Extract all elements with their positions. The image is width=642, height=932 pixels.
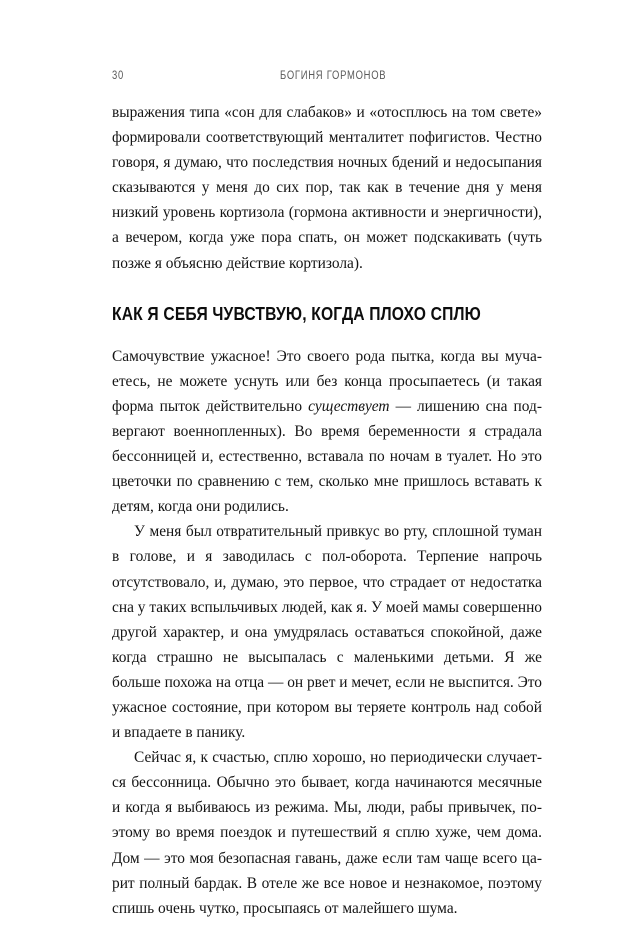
section-heading: КАК Я СЕБЯ ЧУВСТВУЮ, КОГДА ПЛОХО СПЛЮ <box>112 303 481 324</box>
book-title: БОГИНЯ ГОРМОНОВ <box>280 70 387 82</box>
running-head <box>112 68 542 84</box>
paragraph-feelings-text-1: Самочувствие ужасное! Это своего рода пытка, когда вы мучаетесь, не можете уснуть или без конца просыпаетесь (и такая форма пыток действительно <box>112 347 542 415</box>
heading-spacer-above <box>112 276 542 303</box>
emphasis-exists: существует <box>308 397 390 415</box>
paragraph-feelings-text-2: — лишению сна подвергают военнопленных). Во время беременности я страдала бессонницей и, естественно, вставала по ночам в туалет. Но это цветочки по сравнению с тем, сколько мне пришлось вставать к детям, когда они родились. <box>112 397 542 516</box>
paragraph-symptoms: У меня был отвратительный привкус во рту, сплошной туман в голове, и я заводилась с пол-оборота. Терпение напрочь отсутствовало, и, думаю, это первое, что страдает от недостатка сна у таких вспыльчивых людей, как я. У моей мамы совершенно другой характер, и она умудрялась оставаться спокойной, даже когда страшно не высыпалась с маленькими детьми. Я же больше похожа на отца — он рвет и мечет, если не выспится. Это ужасное состояние, при котором вы теряете контроль над собой и впадаете в панику. <box>112 523 542 742</box>
heading-spacer-below <box>112 325 542 344</box>
paragraph-feelings <box>112 344 542 520</box>
page-number: 30 <box>112 70 124 82</box>
paragraph-continued: выражения типа «сон для слабаков» и «отосплюсь на том свете» формировали соответствующий менталитет пофигистов. Честно говоря, я думаю, что последствия ночных бдений и недосыпания сказываются у меня до сих пор, так как в течение дня у меня низкий уровень кортизола (гормона активности и энергичности), а вечером, когда уже пора спать, он может подскакивать (чуть позже я объясню действие кортизола). <box>112 104 542 272</box>
paragraph-now: Сейчас я, к счастью, сплю хорошо, но периодически случается бессонница. Обычно это бывает, когда начинаются месячные и когда я выбиваюсь из режима. Мы, люди, рабы привычек, поэтому во время поездок и путешествий я сплю хуже, чем дома. Дом — это моя безопасная гавань, даже если там чаще всего царит полный бардак. В отеле же все новое и незнакомое, поэтому спишь очень чутко, просыпаясь от малейшего шума. <box>112 749 542 917</box>
text-column <box>112 100 542 921</box>
